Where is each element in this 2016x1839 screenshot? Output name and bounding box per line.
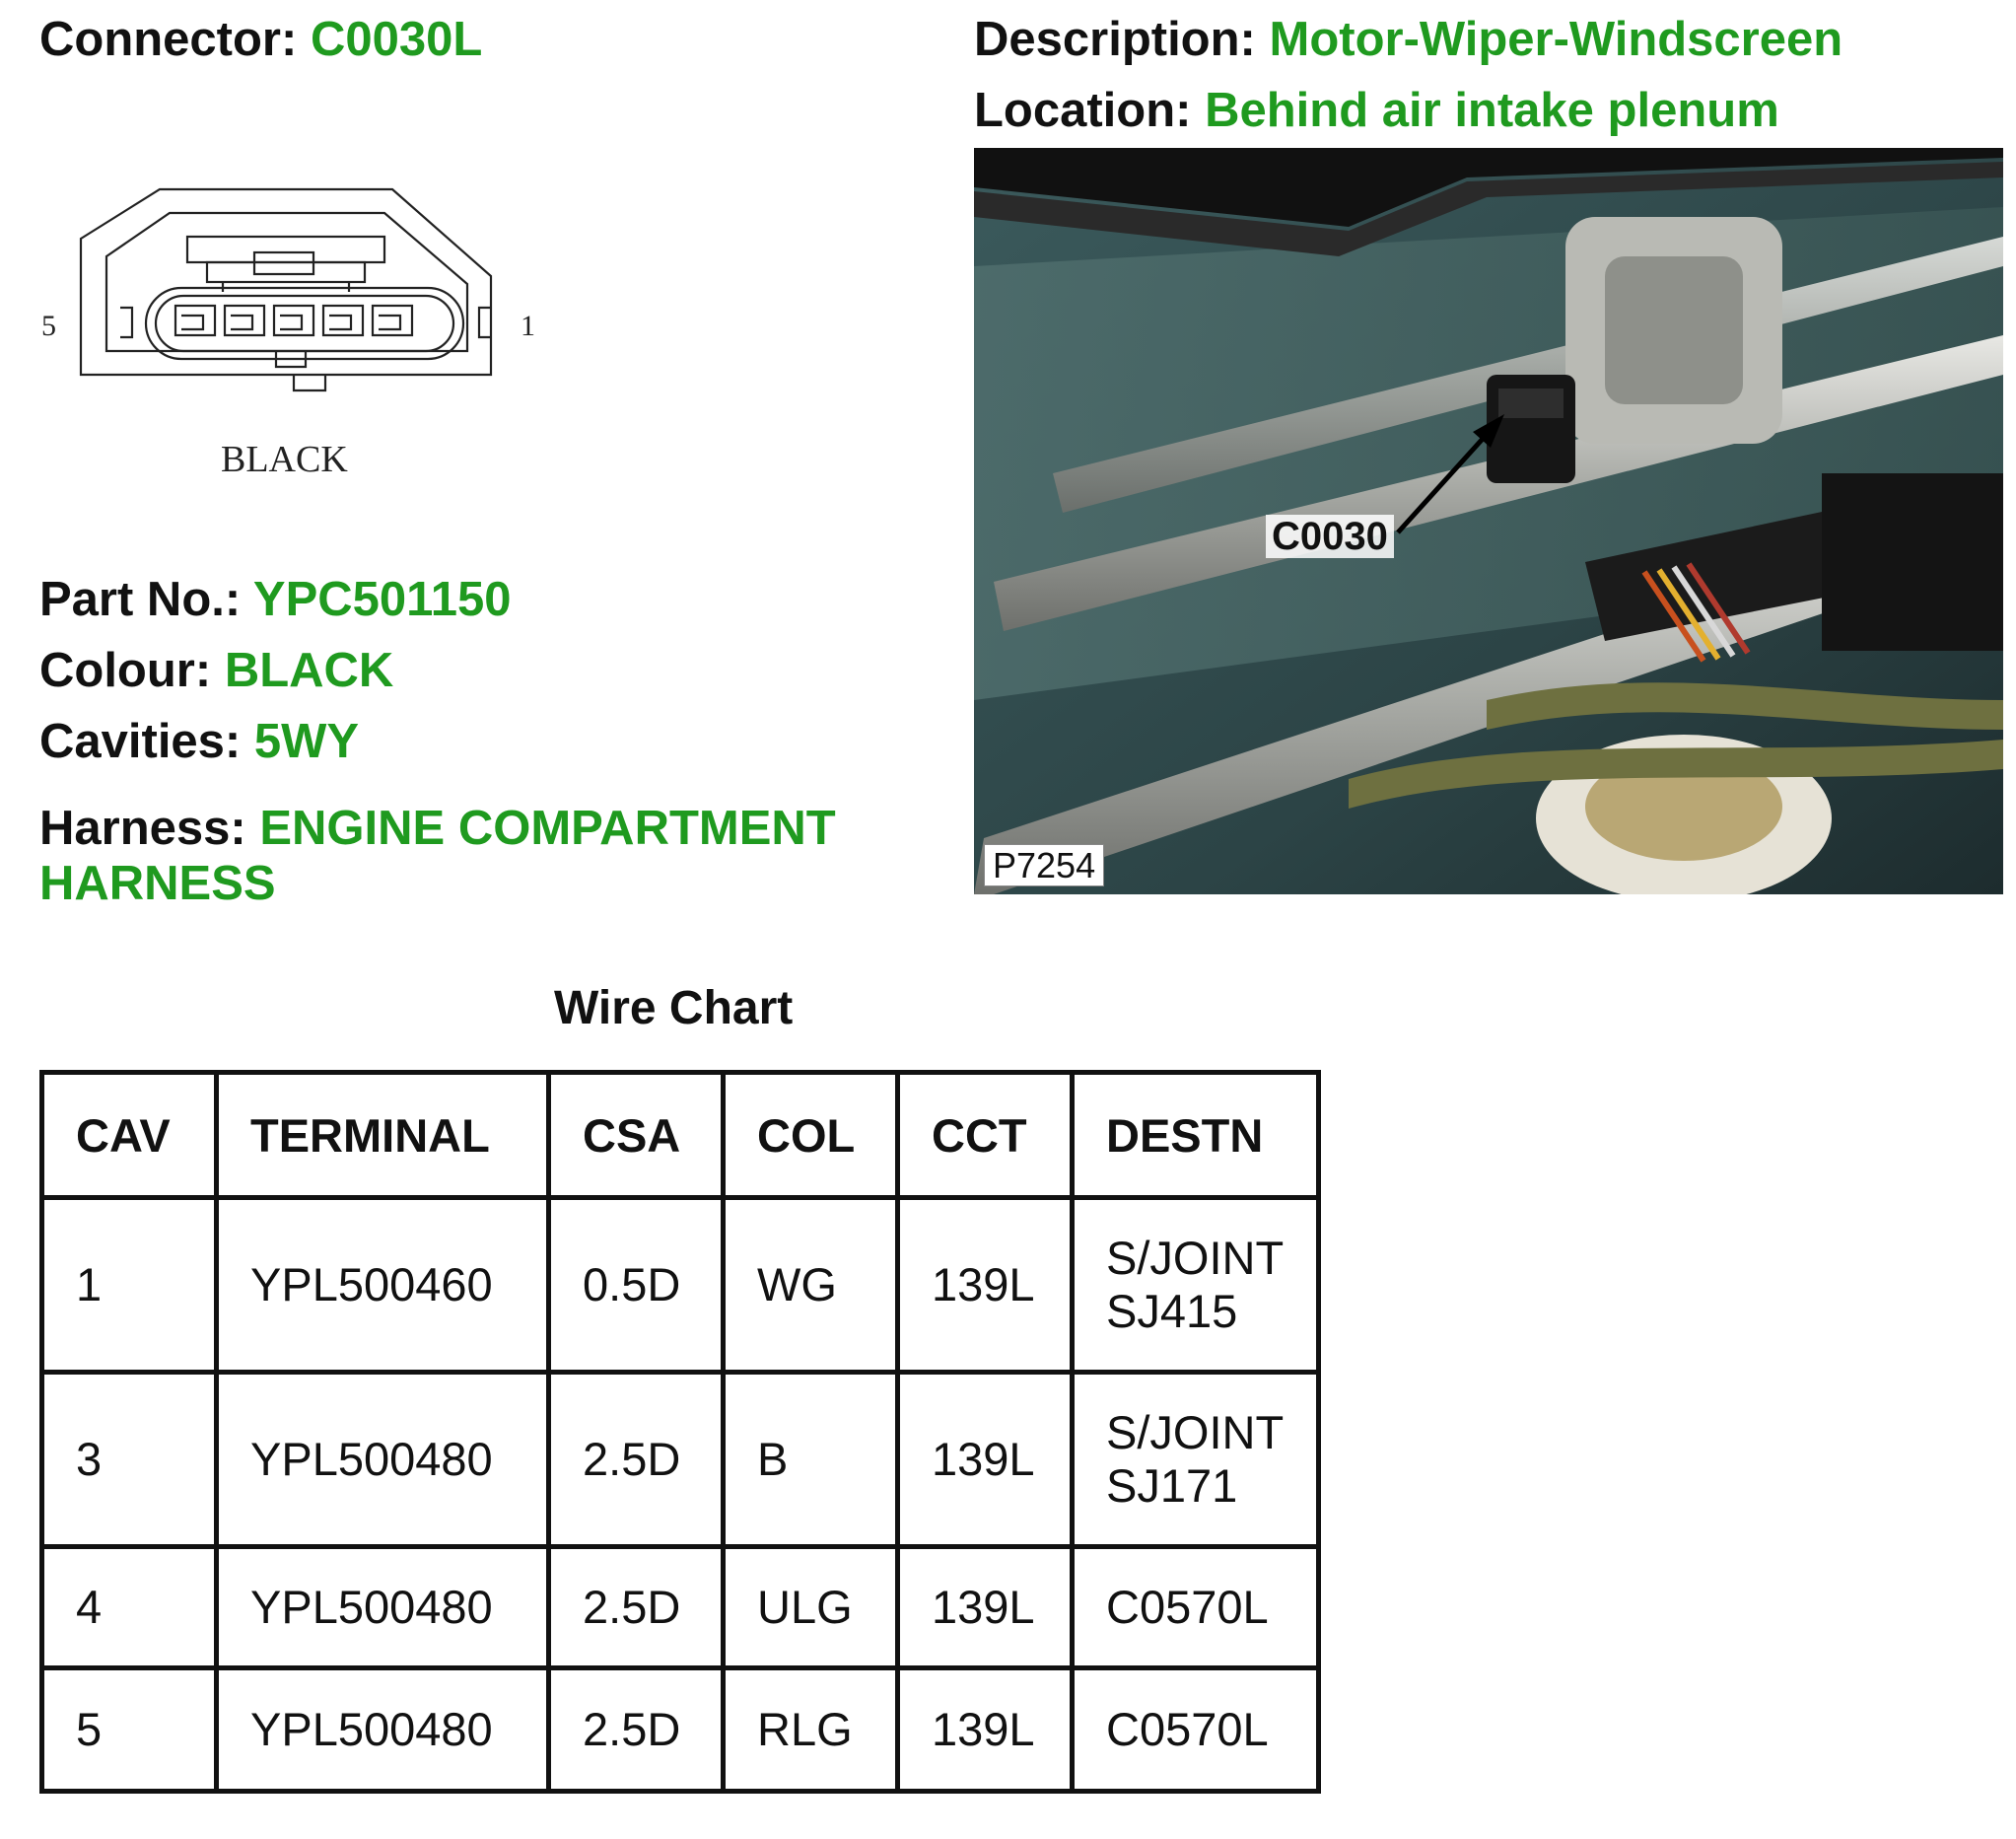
cell-terminal: YPL500460 bbox=[217, 1198, 549, 1373]
part-no-value: YPC501150 bbox=[252, 573, 512, 626]
location-field bbox=[974, 83, 1779, 138]
table-row bbox=[42, 1668, 1319, 1792]
cell-cav: 4 bbox=[42, 1547, 217, 1668]
cell-cav: 5 bbox=[42, 1668, 217, 1792]
description-label: Description: bbox=[974, 13, 1256, 66]
header-destn: DESTN bbox=[1073, 1073, 1319, 1198]
cell-csa: 2.5D bbox=[549, 1373, 724, 1547]
wire-chart-table bbox=[39, 1070, 1321, 1794]
colour-label: Colour: bbox=[39, 644, 212, 697]
cell-cav: 1 bbox=[42, 1198, 217, 1373]
part-no-label: Part No.: bbox=[39, 573, 242, 626]
cell-csa: 2.5D bbox=[549, 1547, 724, 1668]
header-cct: CCT bbox=[898, 1073, 1073, 1198]
colour-value: BLACK bbox=[224, 644, 394, 697]
cell-col: WG bbox=[724, 1198, 898, 1373]
harness-value-line2: HARNESS bbox=[39, 857, 276, 910]
connector-face-diagram bbox=[30, 177, 582, 503]
cell-csa: 2.5D bbox=[549, 1668, 724, 1792]
cell-cct: 139L bbox=[898, 1198, 1073, 1373]
table-row bbox=[42, 1198, 1319, 1373]
colour-field bbox=[39, 643, 393, 698]
cell-col: RLG bbox=[724, 1668, 898, 1792]
destn-line2: SJ171 bbox=[1106, 1459, 1238, 1512]
photo-id-label: P7254 bbox=[984, 844, 1104, 886]
connector-label: Connector: bbox=[39, 13, 298, 66]
location-photo bbox=[974, 148, 2003, 894]
wire-chart-title: Wire Chart bbox=[554, 982, 794, 1034]
cell-cav: 3 bbox=[42, 1373, 217, 1547]
table-row bbox=[42, 1547, 1319, 1668]
connector-field bbox=[39, 12, 482, 67]
cell-destn bbox=[1073, 1198, 1319, 1373]
cell-terminal: YPL500480 bbox=[217, 1668, 549, 1792]
photo-illustration bbox=[974, 148, 2003, 894]
part-no-field bbox=[39, 572, 511, 627]
pin-label-right: 1 bbox=[521, 310, 535, 342]
cell-cct: 139L bbox=[898, 1373, 1073, 1547]
harness-label: Harness: bbox=[39, 802, 246, 855]
cell-terminal: YPL500480 bbox=[217, 1373, 549, 1547]
destn-line2: SJ415 bbox=[1106, 1285, 1238, 1337]
location-label: Location: bbox=[974, 84, 1192, 137]
cell-destn bbox=[1073, 1373, 1319, 1547]
harness-field bbox=[39, 801, 836, 856]
photo-callout-label: C0030 bbox=[1266, 515, 1394, 558]
cell-csa: 0.5D bbox=[549, 1198, 724, 1373]
cavities-label: Cavities: bbox=[39, 715, 242, 768]
destn-line1: S/JOINT bbox=[1106, 1231, 1285, 1284]
harness-value-line1: ENGINE COMPARTMENT bbox=[259, 802, 836, 855]
table-row bbox=[42, 1373, 1319, 1547]
connector-value: C0030L bbox=[310, 13, 483, 66]
cell-col: B bbox=[724, 1373, 898, 1547]
location-value: Behind air intake plenum bbox=[1205, 84, 1779, 137]
description-value: Motor-Wiper-Windscreen bbox=[1269, 13, 1843, 66]
pin-label-left: 5 bbox=[41, 310, 56, 342]
cavities-value: 5WY bbox=[253, 715, 360, 768]
cell-destn: C0570L bbox=[1073, 1668, 1319, 1792]
cell-cct: 139L bbox=[898, 1547, 1073, 1668]
header-cav: CAV bbox=[42, 1073, 217, 1198]
destn-line1: S/JOINT bbox=[1106, 1405, 1285, 1458]
cell-cct: 139L bbox=[898, 1668, 1073, 1792]
harness-field-continued bbox=[39, 856, 276, 911]
table-header-row bbox=[42, 1073, 1319, 1198]
header-col: COL bbox=[724, 1073, 898, 1198]
cell-col: ULG bbox=[724, 1547, 898, 1668]
cavities-field bbox=[39, 714, 359, 769]
cell-destn: C0570L bbox=[1073, 1547, 1319, 1668]
description-field bbox=[974, 12, 1842, 67]
cell-terminal: YPL500480 bbox=[217, 1547, 549, 1668]
header-terminal: TERMINAL bbox=[217, 1073, 549, 1198]
diagram-colour-caption: BLACK bbox=[221, 439, 348, 480]
header-csa: CSA bbox=[549, 1073, 724, 1198]
